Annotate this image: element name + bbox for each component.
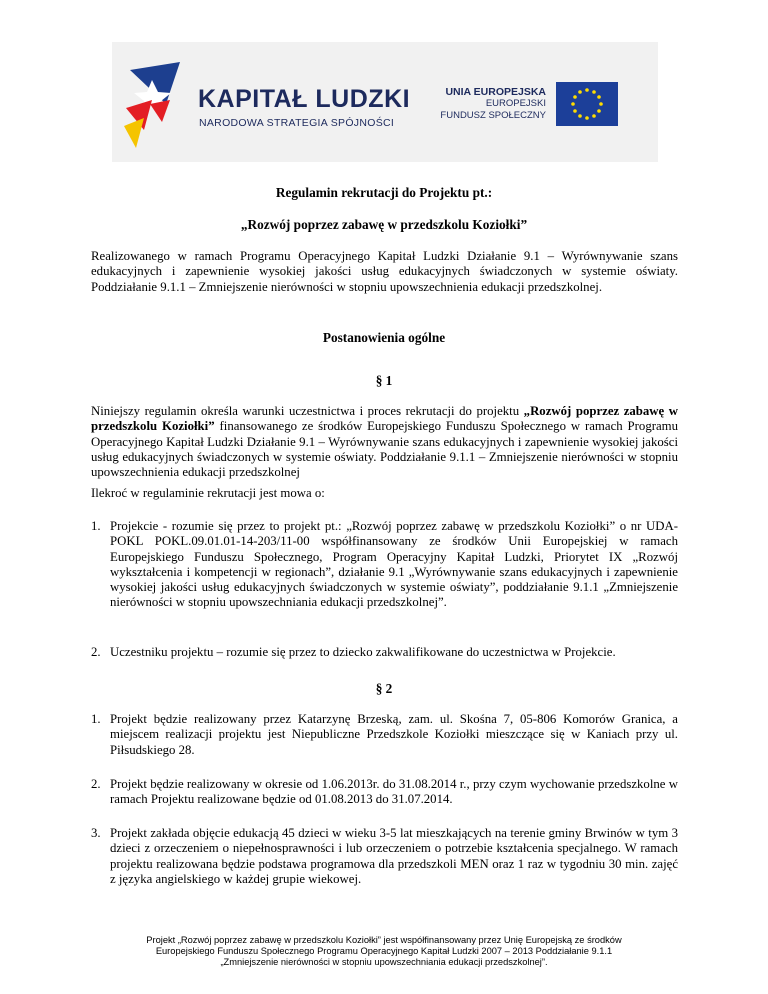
footer-line-3: „Zmniejszenie nierówności w stopniu upowszechniania edukacji przedszkolnej”. (220, 957, 548, 968)
project-title: „Rozwój poprzez zabawę w przedszkolu Koziołki” (240, 217, 528, 232)
eu-label (440, 86, 546, 122)
section-1-project-name: „Rozwój poprzez zabawę w przedszkolu Koziołki” (91, 404, 679, 434)
footer-line-1: Projekt „Rozwój poprzez zabawę w przedszkolu Koziołki” jest współfinansowany przez Unię Europejską ze środków (146, 935, 622, 945)
kapital-ludzki-title: KAPITAŁ LUDZKI (198, 85, 411, 113)
list-item (91, 826, 678, 887)
footer-line-2: Europejskiego Funduszu Społecznego Programu Operacyjnego Kapitał Ludzki 2007 – 2013 Poddziałanie 9.1.1 (155, 946, 613, 957)
kapital-ludzki-logo-icon (122, 60, 192, 150)
kapital-ludzki-subtitle: NARODOWA STRATEGIA SPÓJNOŚCI (199, 117, 395, 129)
paragraph-2-heading: § 2 (375, 681, 393, 696)
document-title: Regulamin rekrutacji do Projektu pt.: (275, 185, 493, 200)
list-item-number: 2. (91, 645, 101, 659)
list-item-text: Projekt zakłada objęcie edukacją 45 dzieci w wieku 3-5 lat mieszkających na terenie gminy Brwinów w tym 3 dzieci z orzeczeniem o niepełnosprawności i lub orzeczeniem o potrzebie kształcenia specjalnego. W ramach projektu realizowana będzie podstawa programowa dla przedszkoli MEN oraz 1 raz w tygodniu 30 min. zajęć z języka angielskiego w każdej grupie wiekowej. (110, 826, 678, 886)
list-item-text: Projekt będzie realizowany w okresie od 1.06.2013r. do 31.08.2014 r., przy czym wychowanie przedszkolne w ramach Projektu realizowane będzie od 01.08.2013 do 31.07.2014. (110, 777, 678, 807)
list-item-number: 2. (91, 777, 101, 791)
list-item-text: Uczestniku projektu – rozumie się przez to dziecko zakwalifikowane do uczestnictwa w Projekcie. (110, 645, 616, 659)
section-1-lead: Niniejszy regulamin określa warunki uczestnictwa i proces rekrutacji do projektu (91, 404, 524, 418)
eu-label-line2: EUROPEJSKI (485, 98, 546, 109)
list-item-number: 1. (91, 712, 101, 726)
paragraph-1-heading: § 1 (375, 373, 393, 388)
list-item-number: 3. (91, 826, 101, 840)
eu-label-line3: FUNDUSZ SPOŁECZNY (440, 110, 546, 121)
section-1-paragraph (91, 404, 678, 480)
intro-paragraph: Realizowanego w ramach Programu Operacyjnego Kapitał Ludzki Działanie 9.1 – Wyrównywanie szans edukacyjnych i zapewnienie wysokiej jakości usług edukacyjnych świadczonych w systemie oświaty. Poddziałanie 9.1.1 – Zmniejszenie nierówności w stopniu upowszechnienia edukacji przedszkolnej. (91, 249, 678, 294)
list-item (91, 712, 678, 758)
header-banner (112, 42, 658, 162)
list-item (91, 777, 678, 808)
list-item (91, 645, 678, 660)
section-heading: Postanowienia ogólne (322, 330, 446, 345)
list-item-number: 1. (91, 519, 101, 533)
list-item-text: Projekcie - rozumie się przez to projekt pt.: „Rozwój poprzez zabawę w przedszkolu Koziołki” o nr UDA-POKL POKL.09.01.01-14-203/11-00 współfinansowany ze środków Unii Europejskiej w ramach Europejskiego Funduszu Społecznego, Program Operacyjny Kapitał Ludzki, Priorytet IX „Rozwój wykształcenia i kompetencji w regionach”, działanie 9.1 „Wyrównywanie szans edukacyjnych i zapewnienie wysokiej jakości usług edukacyjnych świadczonych w systemie oświaty”, poddziałanie 9.1.1 „Zmniejszenie nierówności w stopniu upowszechniania edukacji przedszkolnej”. (110, 519, 678, 610)
eu-label-line1: UNIA EUROPEJSKA (445, 86, 546, 98)
list-item-text: Projekt będzie realizowany przez Katarzynę Brzeską, zam. ul. Skośna 7, 05-806 Komorów Granica, a miejscem realizacji projektu jest Niepubliczne Przedszkole Koziołki mieszczące się w Kaniach przy ul. Piłsudskiego 28. (110, 712, 678, 757)
page-footer (80, 935, 688, 969)
definitions-intro: Ilekroć w regulaminie rekrutacji jest mowa o: (91, 486, 325, 500)
list-item (91, 519, 678, 611)
section-1-rest: finansowanego ze środków Europejskiego Funduszu Społecznego w ramach Programu Operacyjnego Kapitał Ludzki Działanie 9.1 – Wyrównywanie szans edukacyjnych i zapewnienie wysokiej jakości usług edukacyjnych świadczonych w systemie oświaty. Poddziałanie 9.1.1 – Zmniejszenie nierówności w stopniu upowszechnienia edukacji przedszkolnej (91, 419, 679, 480)
eu-flag-icon (556, 82, 618, 126)
